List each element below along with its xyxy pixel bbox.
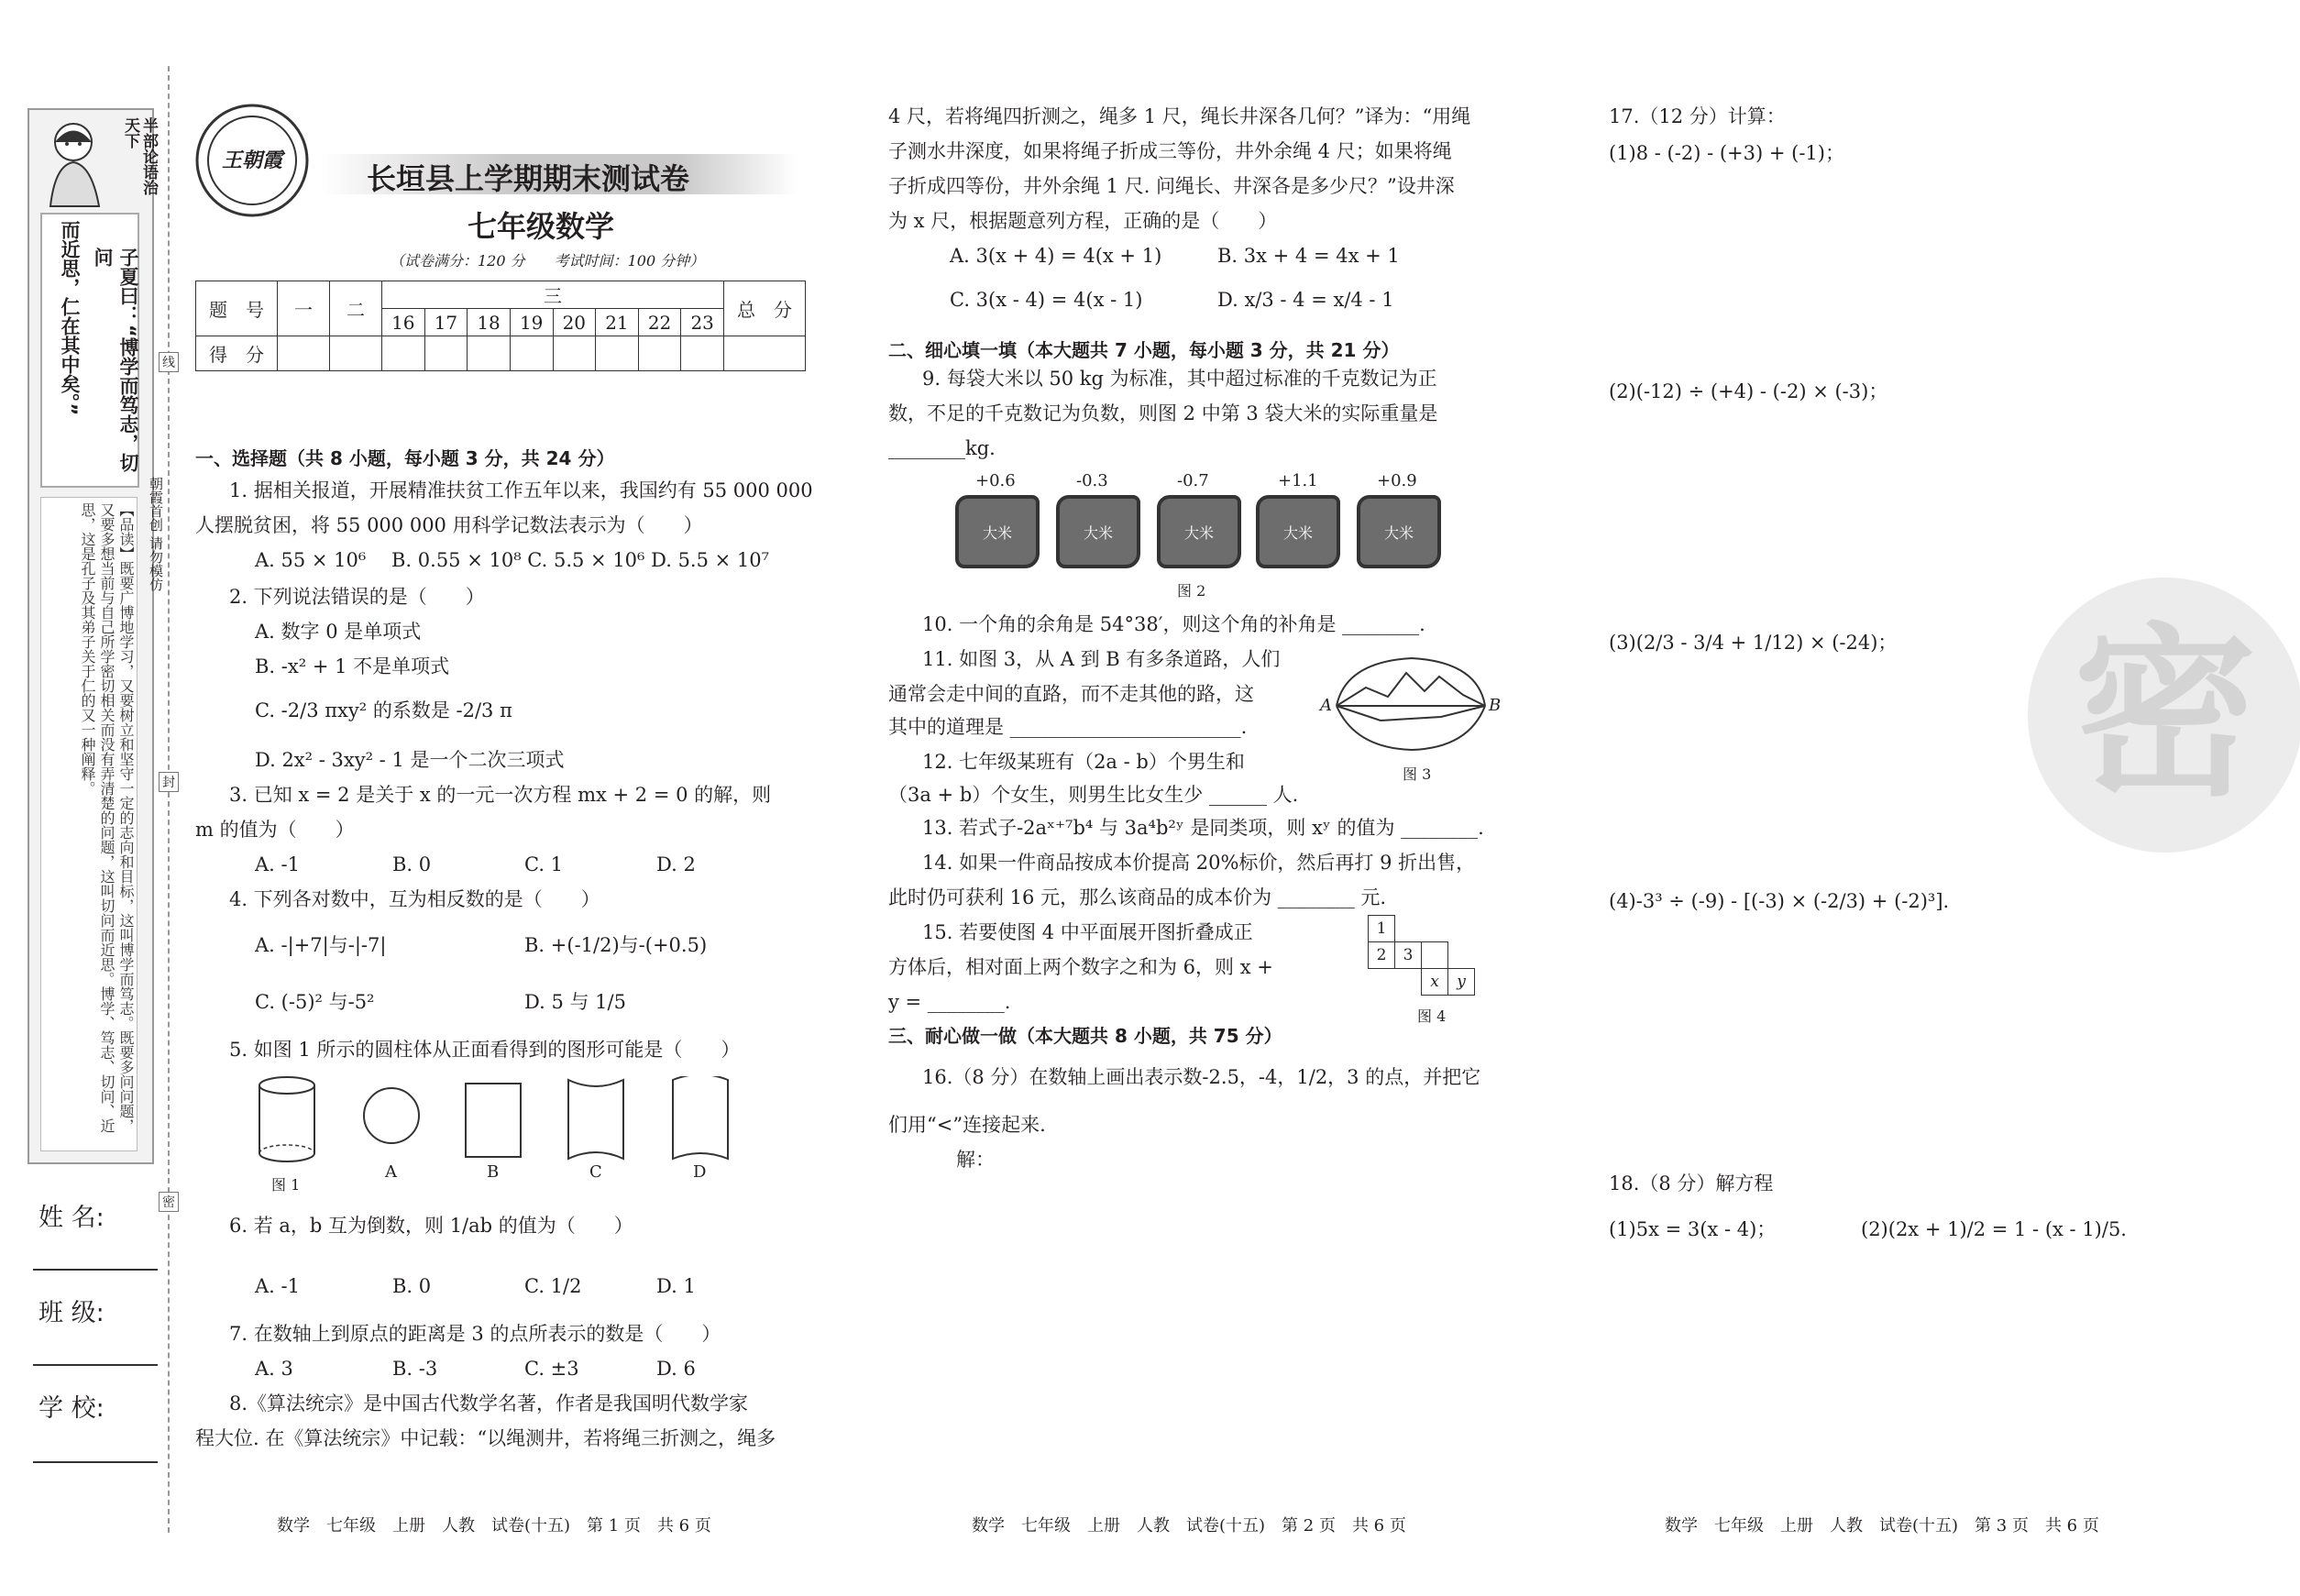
rice-bag-4: 大米 xyxy=(1256,495,1340,568)
q9-line1: 9. 每袋大米以 50 kg 为标准，其中超过标准的千克数记为正 xyxy=(922,368,1437,390)
sub-18: 18 xyxy=(468,309,511,336)
figure-2-caption: 图 2 xyxy=(1177,582,1206,600)
class-label: 班 级: xyxy=(39,1299,105,1327)
q18-part1: (1)5x = 3(x - 4)； xyxy=(1609,1218,1777,1240)
q17-part2-answer-area[interactable] xyxy=(1609,413,2195,614)
q6-option-b: B. 0 xyxy=(392,1275,432,1297)
bag-value-2: -0.3 xyxy=(1076,471,1108,490)
score-cell[interactable] xyxy=(681,336,724,371)
exam-title: 长垣县上学期期末测试卷 xyxy=(367,161,690,196)
brand-logo xyxy=(193,101,312,220)
option-b-square xyxy=(464,1082,523,1162)
rice-bag-5: 大米 xyxy=(1357,495,1441,568)
figure-1-cylinder xyxy=(255,1074,319,1170)
net-cell-blank xyxy=(1421,941,1448,969)
name-label: 姓 名: xyxy=(39,1204,105,1232)
q3-option-a: A. -1 xyxy=(255,853,300,875)
score-cell[interactable] xyxy=(424,336,468,371)
q4-option-a: A. -|+7|与-|-7| xyxy=(255,934,387,956)
school-field[interactable] xyxy=(33,1461,158,1463)
exam-info: （试卷满分：120 分 考试时间：100 分钟） xyxy=(390,252,705,270)
score-cell[interactable] xyxy=(596,336,639,371)
q3-line1: 3. 已知 x = 2 是关于 x 的一元一次方程 mx + 2 = 0 的解，则 xyxy=(229,784,772,806)
q11-line2: 通常会走中间的直路，而不走其他的路，这 xyxy=(888,683,1254,705)
score-cell[interactable] xyxy=(468,336,511,371)
q7-option-d: D. 6 xyxy=(656,1358,696,1380)
q17-part3-answer-area[interactable] xyxy=(1609,669,1975,880)
q15-line3: y = ________. xyxy=(888,991,1011,1013)
q8-cont-line1: 4 尺，若将绳四折测之，绳多 1 尺，绳长井深各几何？”译为：“用绳 xyxy=(888,105,1471,127)
score-cell[interactable] xyxy=(278,336,330,371)
q4-stem: 4. 下列各对数中，互为相反数的是（ ） xyxy=(229,888,600,910)
sub-22: 22 xyxy=(638,309,681,336)
q3-line2: m 的值为（ ） xyxy=(195,819,355,841)
watermark-seal xyxy=(2028,578,2300,853)
option-d-shape xyxy=(671,1076,730,1168)
net-cell-2: 2 xyxy=(1368,941,1395,969)
sub-19: 19 xyxy=(510,309,553,336)
q14-line2: 此时仍可获利 16 元，那么该商品的成本价为 ________ 元. xyxy=(888,886,1387,908)
net-cell-y: y xyxy=(1447,968,1475,996)
sidebar-dashed-line xyxy=(168,66,170,1533)
option-a-label: A xyxy=(385,1162,397,1182)
q15-line2: 方体后，相对面上两个数字之和为 6，则 x + xyxy=(888,956,1273,978)
rice-bag-3: 大米 xyxy=(1157,495,1241,568)
q8-option-d: D. x/3 - 4 = x/4 - 1 xyxy=(1217,289,1394,311)
q11-line1: 11. 如图 3，从 A 到 B 有多条道路，人们 xyxy=(922,648,1281,670)
label-score: 得 分 xyxy=(196,336,278,371)
option-d-label: D xyxy=(693,1162,707,1182)
option-c-shape xyxy=(567,1076,625,1168)
q3-option-c: C. 1 xyxy=(524,853,564,875)
sub-17: 17 xyxy=(424,309,468,336)
net-cell-3: 3 xyxy=(1394,941,1422,969)
q1-line1: 1. 据相关报道，开展精准扶贫工作五年以来，我国约有 55 000 000 xyxy=(229,479,813,501)
sub-20: 20 xyxy=(553,309,596,336)
name-field[interactable] xyxy=(33,1269,158,1271)
score-cell[interactable] xyxy=(553,336,596,371)
q7-option-a: A. 3 xyxy=(255,1358,293,1380)
q17-part1-answer-area[interactable] xyxy=(1609,174,2195,367)
net-cell-x: x xyxy=(1421,968,1448,996)
part2-heading: 二、细心填一填（本大题共 7 小题，每小题 3 分，共 21 分） xyxy=(888,339,1400,361)
q7-option-b: B. -3 xyxy=(392,1358,438,1380)
q3-option-d: D. 2 xyxy=(656,853,696,875)
option-b-label: B xyxy=(487,1162,500,1182)
q14-line1: 14. 如果一件商品按成本价提高 20%标价，然后再打 9 折出售， xyxy=(922,852,1476,874)
score-cell[interactable] xyxy=(724,336,806,371)
score-table xyxy=(195,281,806,371)
q8-cont-line2: 子测水井深度，如果将绳子折成三等份，井外余绳 4 尺；如果将绳 xyxy=(888,140,1452,162)
q17-part3: (3)(2/3 - 3/4 + 1/12) × (-24)； xyxy=(1609,632,1898,654)
watermark-char: 密 xyxy=(2073,608,2257,821)
col-part2: 二 xyxy=(330,281,382,336)
col-part1: 一 xyxy=(278,281,330,336)
q8-option-b: B. 3x + 4 = 4x + 1 xyxy=(1217,245,1400,267)
q8-line1: 8.《算法统宗》是中国古代数学名著，作者是我国明代数学家 xyxy=(229,1392,749,1414)
bag-value-1: +0.6 xyxy=(975,471,1016,490)
rice-bag-1: 大米 xyxy=(955,495,1040,568)
margin-mark-secret: 密 xyxy=(159,1192,179,1212)
q9-line2: 数，不足的千克数记为负数，则图 2 中第 3 袋大米的实际重量是 xyxy=(888,402,1438,424)
q7-option-c: C. ±3 xyxy=(524,1358,579,1380)
margin-mark-line: 线 xyxy=(159,352,179,372)
q6-option-c: C. 1/2 xyxy=(524,1275,582,1297)
q2-option-a: A. 数字 0 是单项式 xyxy=(255,621,422,643)
q7-stem: 7. 在数轴上到原点的距离是 3 的点所表示的数是（ ） xyxy=(229,1323,721,1345)
q6-stem: 6. 若 a，b 互为倒数，则 1/ab 的值为（ ） xyxy=(229,1215,633,1237)
sidebar-portrait xyxy=(37,115,119,211)
q4-option-d: D. 5 与 1/5 xyxy=(524,991,626,1013)
q16-solve-label: 解： xyxy=(956,1149,995,1171)
class-field[interactable] xyxy=(33,1364,158,1366)
bag-value-4: +1.1 xyxy=(1278,471,1318,490)
q4-option-c: C. (-5)² 与-5² xyxy=(255,991,375,1013)
margin-mark-seal: 封 xyxy=(159,772,179,792)
bag-value-5: +0.9 xyxy=(1377,471,1417,490)
sub-23: 23 xyxy=(681,309,724,336)
q18-part2: (2)(2x + 1)/2 = 1 - (x - 1)/5. xyxy=(1861,1218,2127,1240)
footer-page3: 数学 七年级 上册 人教 试卷(十五) 第 3 页 共 6 页 xyxy=(1665,1516,2099,1535)
q16-line2: 们用“<”连接起来. xyxy=(888,1114,1046,1136)
quote-cont: 而近思，仁在其中矣。” xyxy=(59,220,81,416)
rice-bag-2: 大米 xyxy=(1056,495,1140,568)
q1-options: A. 55 × 10⁶ B. 0.55 × 10⁸ C. 5.5 × 10⁶ D. 5.5 × 10⁷ xyxy=(255,549,770,571)
q17-part1: (1)8 - (-2) - (+3) + (-1)； xyxy=(1609,142,1844,164)
q17-part2: (2)(-12) ÷ (+4) - (-2) × (-3)； xyxy=(1609,380,1888,402)
q16-line1: 16.（8 分）在数轴上画出表示数-2.5，-4，1/2，3 的点，并把它 xyxy=(922,1066,1481,1088)
q16-answer-area[interactable] xyxy=(888,1183,1493,1494)
q15-line1: 15. 若要使图 4 中平面展开图折叠成正 xyxy=(922,921,1253,943)
copyright-note: 朝霞首创 请勿模仿 xyxy=(148,477,164,591)
q1-line2: 人摆脱贫困，将 55 000 000 用科学记数法表示为（ ） xyxy=(195,514,703,536)
q6-option-a: A. -1 xyxy=(255,1275,300,1297)
q11-line3: 其中的道理是 ________________________. xyxy=(888,716,1248,738)
figure-4-caption: 图 4 xyxy=(1417,1007,1447,1025)
q10: 10. 一个角的余角是 54°38′，则这个角的补角是 ________. xyxy=(922,613,1425,635)
school-label: 学 校: xyxy=(39,1394,105,1423)
option-a-circle xyxy=(361,1085,422,1150)
logo-name: 王朝霞 xyxy=(221,149,282,172)
q9-line3: ________kg. xyxy=(888,437,996,459)
part3-heading: 三、耐心做一做（本大题共 8 小题，共 75 分） xyxy=(888,1025,1282,1047)
score-cell[interactable] xyxy=(638,336,681,371)
q18-answer-area[interactable] xyxy=(1609,1256,2195,1494)
score-cell[interactable] xyxy=(382,336,425,371)
q5-stem: 5. 如图 1 所示的圆柱体从正面看得到的图形可能是（ ） xyxy=(229,1039,741,1061)
footer-page2: 数学 七年级 上册 人教 试卷(十五) 第 2 页 共 6 页 xyxy=(972,1516,1406,1535)
col-total: 总 分 xyxy=(724,281,806,336)
part1-heading: 一、选择题（共 8 小题，每小题 3 分，共 24 分） xyxy=(195,447,615,469)
q2-option-c: C. -2/3 πxy² 的系数是 -2/3 π xyxy=(255,699,512,721)
q12-line2: （3a + b）个女生，则男生比女生少 ______ 人. xyxy=(888,784,1299,806)
bag-value-3: -0.7 xyxy=(1177,471,1209,490)
figure-3-point-a: A xyxy=(1320,696,1332,715)
q12-line1: 12. 七年级某班有（2a - b）个男生和 xyxy=(922,751,1245,773)
option-c-label: C xyxy=(589,1162,602,1182)
col-part3: 三 xyxy=(382,281,724,309)
q8-cont-line3: 子折成四等份，井外余绳 1 尺. 问绳长、井深各是多少尺？”设井深 xyxy=(888,175,1455,197)
q18-stem: 18.（8 分）解方程 xyxy=(1609,1172,1774,1194)
figure-3-caption: 图 3 xyxy=(1403,765,1432,783)
sub-16: 16 xyxy=(382,309,425,336)
figure-3-paths xyxy=(1327,653,1494,766)
q17-part4-answer-area[interactable] xyxy=(1609,926,2195,1164)
q17-stem: 17.（12 分）计算： xyxy=(1609,105,1786,127)
q3-option-b: B. 0 xyxy=(392,853,432,875)
commentary-text: 【品读】既要广博地学习，又要树立和坚守一定的志向和目标，这叫博学而笃志。既要多问问题，又要多想当前与自己所学密切相关而没有弄清楚的问题，这叫切问而近思。博学、笃志、切问、近思，这是孔子及其弟子关于仁的又一种阐释。 xyxy=(79,502,135,1133)
q2-stem: 2. 下列说法错误的是（ ） xyxy=(229,586,485,608)
quote-main: 子夏曰：“博学而笃志，切问 xyxy=(92,248,139,472)
figure-3-point-b: B xyxy=(1489,696,1502,715)
q6-option-d: D. 1 xyxy=(656,1275,696,1297)
net-cell-1: 1 xyxy=(1368,915,1395,942)
sidebar-motto: 半部论语治天下 xyxy=(121,117,158,195)
q8-option-c: C. 3(x - 4) = 4(x - 1) xyxy=(950,289,1143,311)
figure-1-caption: 图 1 xyxy=(271,1176,301,1194)
exam-subtitle: 七年级数学 xyxy=(468,209,615,244)
q4-option-b: B. +(-1/2)与-(+0.5) xyxy=(524,934,708,956)
sub-21: 21 xyxy=(596,309,639,336)
score-cell[interactable] xyxy=(330,336,382,371)
q8-option-a: A. 3(x + 4) = 4(x + 1) xyxy=(950,245,1162,267)
q17-part4: (4)-3³ ÷ (-9) - [(-3) × (-2/3) + (-2)³]. xyxy=(1609,890,1950,912)
label-question-no: 题 号 xyxy=(196,281,278,336)
q8-cont-line4: 为 x 尺，根据题意列方程，正确的是（ ） xyxy=(888,210,1278,232)
q13: 13. 若式子-2aˣ⁺⁷b⁴ 与 3a⁴b²ʸ 是同类项，则 xʸ 的值为 ________. xyxy=(922,817,1484,839)
score-cell[interactable] xyxy=(510,336,553,371)
q2-option-d: D. 2x² - 3xy² - 1 是一个二次三项式 xyxy=(255,749,565,771)
footer-page1: 数学 七年级 上册 人教 试卷(十五) 第 1 页 共 6 页 xyxy=(277,1516,711,1535)
q8-line2: 程大位. 在《算法统宗》中记载：“以绳测井，若将绳三折测之，绳多 xyxy=(195,1427,776,1449)
q2-option-b: B. -x² + 1 不是单项式 xyxy=(255,655,450,677)
